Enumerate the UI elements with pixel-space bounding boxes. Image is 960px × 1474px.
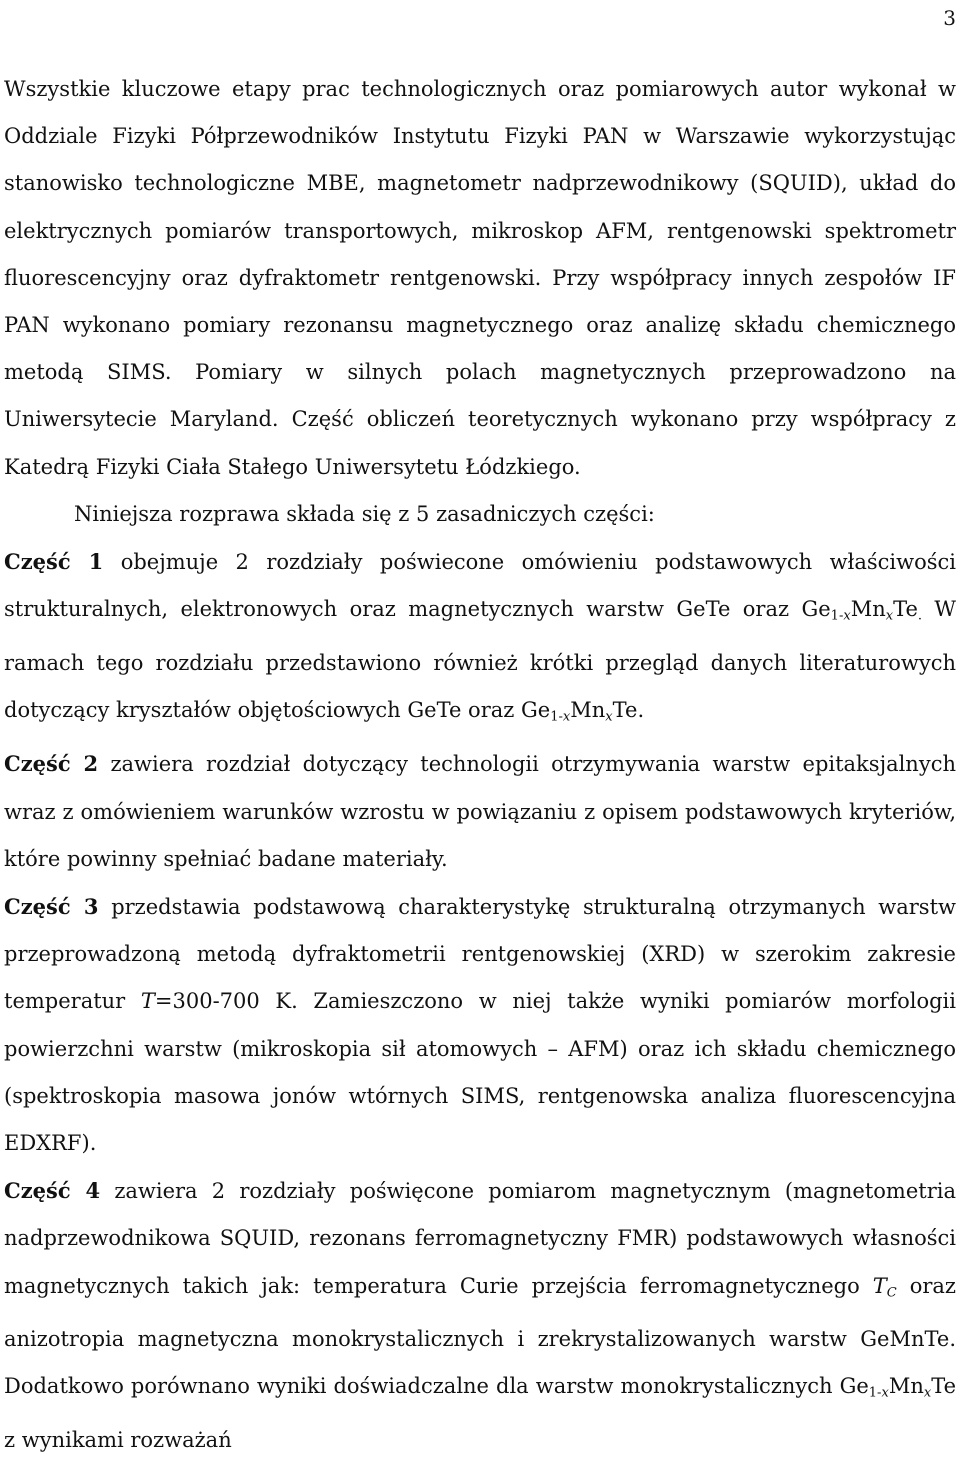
temperature-range: T=300-700 K. xyxy=(140,989,298,1014)
formula-gemnte: $Ge_{1-x}Mn_xTe$ xyxy=(521,697,638,725)
document-body xyxy=(4,66,956,1464)
part-2-text: zawiera rozdział dotyczący technologii otrzymywania warstw epitaksjalnych wraz z omówieniem warunków wzrostu w powiązaniu z opisem podstawowych kryteriów, które powinny spełniać badane materiały. xyxy=(4,752,956,871)
part-4-paragraph xyxy=(4,1167,956,1464)
part-3-text: przedstawia podstawową charakterystykę strukturalną otrzymanych warstw przeprowadzoną metodą dyfraktometrii rentgenowskiej (XRD) w szerokim zakresie temperatur xyxy=(4,894,956,1014)
part-4-text: zawiera 2 rozdziały poświęcone pomiarom magnetycznym (magnetometria nadprzewodnikowa SQUID, rezonans ferromagnetyczny FMR) podstawowych własności magnetycznych takich jak: temperatura Curie przejścia ferromagnetycznego xyxy=(4,1179,956,1298)
part-3-text-continued: Zamieszczono w niej także wyniki pomiarów morfologii powierzchni warstw (mikroskopia sił atomowych – AFM) oraz ich składu chemicznego (spektroskopia masowa jonów wtórnych SIMS, rentgenowska analiza fluorescencyjna EDXRF). xyxy=(4,989,956,1155)
page-number: 3 xyxy=(943,6,956,30)
intro-paragraph: Wszystkie kluczowe etapy prac technologicznych oraz pomiarowych autor wykonał w Oddziale Fizyki Półprzewodników Instytutu Fizyki PAN w Warszawie wykorzystując stanowisko technologiczne MBE, magnetometr nadprzewodnikowy (SQUID), układ do elektrycznych pomiarów transportowych, mikroskop AFM, rentgenowski spektrometr fluorescencyjny oraz dyfraktometr rentgenowski. Przy współpracy innych zespołów IF PAN wykonano pomiary rezonansu magnetycznego oraz analizę składu chemicznego metodą SIMS. Pomiary w silnych polach magnetycznych przeprowadzono na Uniwersytecie Maryland. Część obliczeń teoretycznych wykonano przy współpracy z Katedrą Fizyki Ciała Stałego Uniwersytetu Łódzkiego. xyxy=(4,77,956,479)
part-1-label: Część 1 xyxy=(4,549,104,575)
part-4-label: Część 4 xyxy=(4,1178,101,1204)
part-3-paragraph xyxy=(4,883,956,1167)
curie-temperature-symbol: $T_C$ xyxy=(872,1273,897,1300)
part-1-text: obejmuje 2 rozdziały poświecone omówieniu podstawowych właściwości strukturalnych, elektronowych oraz magnetycznych warstw GeTe oraz xyxy=(4,550,956,622)
part-1-text-continued: W ramach tego rozdziału przedstawiono również krótki przegląd danych literaturowych dotyczący kryształów objętościowych GeTe oraz xyxy=(4,597,957,722)
part-4-text-end: z wynikami rozważań xyxy=(4,1427,232,1452)
part-4-text-continued: oraz anizotropia magnetyczna monokrystalicznych i zrekrystalizowanych warstw GeMnTe. Dodatkowo porównano wyniki doświadczalne dla warstw monokrystalicznych xyxy=(4,1273,956,1399)
part-1-paragraph: Część 1 obejmuje 2 rozdziały poświecone omówieniu podstawowych właściwości strukturalnych, elektronowych oraz magnetycznych warstw GeTe oraz $Ge_{1-x}Mn_xTe_.$ W ramach tego rozdziału przedstawiono również krótki przegląd danych literaturowych dotyczący kryształów objętościowych GeTe oraz $Ge_{1-x}Mn_xTe$. xyxy=(4,549,957,725)
outline-intro-paragraph: Niniejsza rozprawa składa się z 5 zasadniczych części: xyxy=(74,501,655,526)
part-2-label: Część 2 xyxy=(4,751,99,777)
part-2-paragraph xyxy=(4,740,956,883)
part-3-label: Część 3 xyxy=(4,893,99,919)
formula-gemnte: $Ge_{1-x}Mn_xTe$ xyxy=(839,1374,956,1401)
formula-gemnte: $Ge_{1-x}Mn_xTe$ xyxy=(801,597,918,624)
